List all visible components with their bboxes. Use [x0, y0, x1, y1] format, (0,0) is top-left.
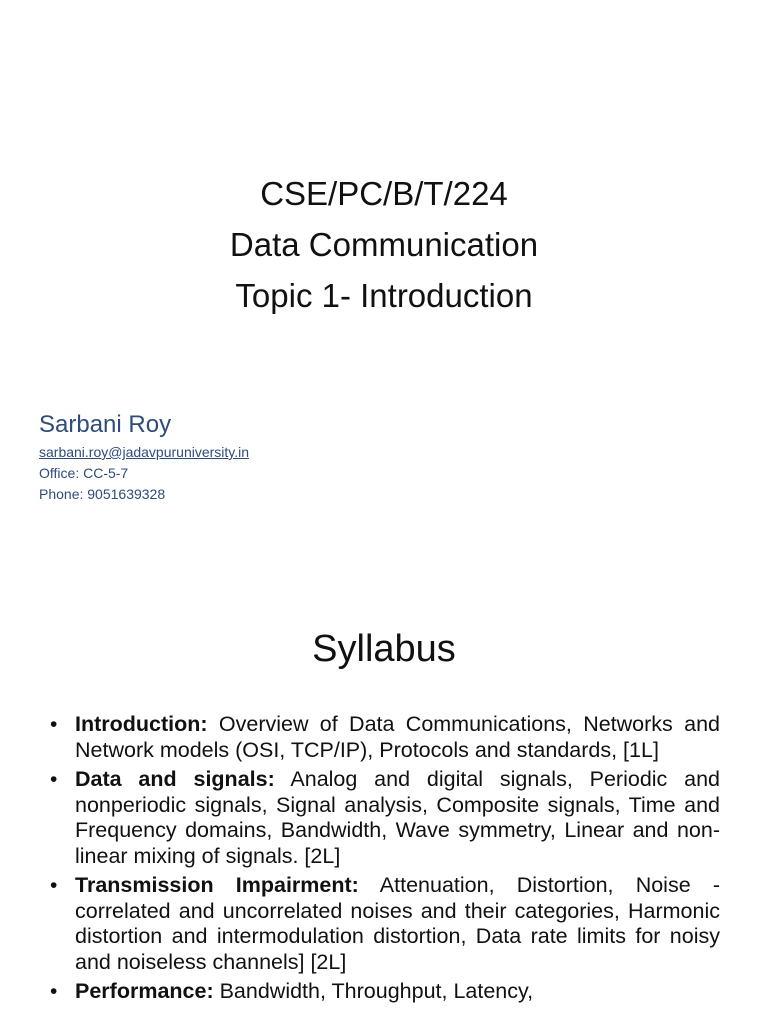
syllabus-item-text: Overview of Data Communications, Networks and Network models (OSI, TCP/IP), Protocols and standards, [1L] — [75, 712, 720, 762]
syllabus-item-introduction — [48, 712, 720, 763]
author-info — [39, 408, 249, 505]
syllabus-title: Syllabus — [312, 628, 456, 670]
syllabus-item-performance — [48, 979, 720, 1005]
author-office: Office: CC-5-7 — [39, 465, 129, 481]
syllabus-item-heading: Data and signals: — [75, 767, 275, 791]
author-phone: Phone: 9051639328 — [39, 486, 166, 502]
topic-title: Topic 1- Introduction — [235, 277, 533, 314]
course-name: Data Communication — [229, 226, 539, 263]
syllabus-item-heading: Transmission Impairment: — [75, 873, 359, 897]
bullet-icon: • — [50, 768, 58, 791]
course-code: CSE/PC/B/T/224 — [260, 175, 508, 212]
slide-title — [0, 168, 768, 321]
author-email-link[interactable]: sarbani.roy@jadavpuruniversity.in — [39, 444, 250, 460]
syllabus-item-text: Attenuation, Distortion, Noise - correlated and uncorrelated noises and their categories, Harmonic distortion and intermodulation distortion, Data rate limits for noisy and noiseless channels] [2L] — [75, 873, 720, 974]
syllabus-slide — [0, 576, 768, 1024]
syllabus-item-heading: Introduction: — [75, 712, 208, 736]
bullet-icon: • — [50, 980, 58, 1003]
bullet-icon: • — [50, 713, 58, 736]
bullet-icon: • — [50, 874, 58, 897]
syllabus-item-heading: Performance: — [75, 979, 214, 1003]
syllabus-item-transmission-impairment — [48, 873, 720, 975]
syllabus-item-text: Analog and digital signals, Periodic and nonperiodic signals, Signal analysis, Composite signals, Time and Frequency domains, Bandwidth, Wave symmetry, Linear and non-linear mixing of signals. [2L] — [75, 767, 721, 868]
syllabus-item-text: Bandwidth, Throughput, Latency, — [213, 979, 534, 1003]
author-name: Sarbani Roy — [39, 411, 172, 438]
syllabus-item-data-signals — [48, 767, 720, 869]
syllabus-list — [48, 712, 720, 1009]
